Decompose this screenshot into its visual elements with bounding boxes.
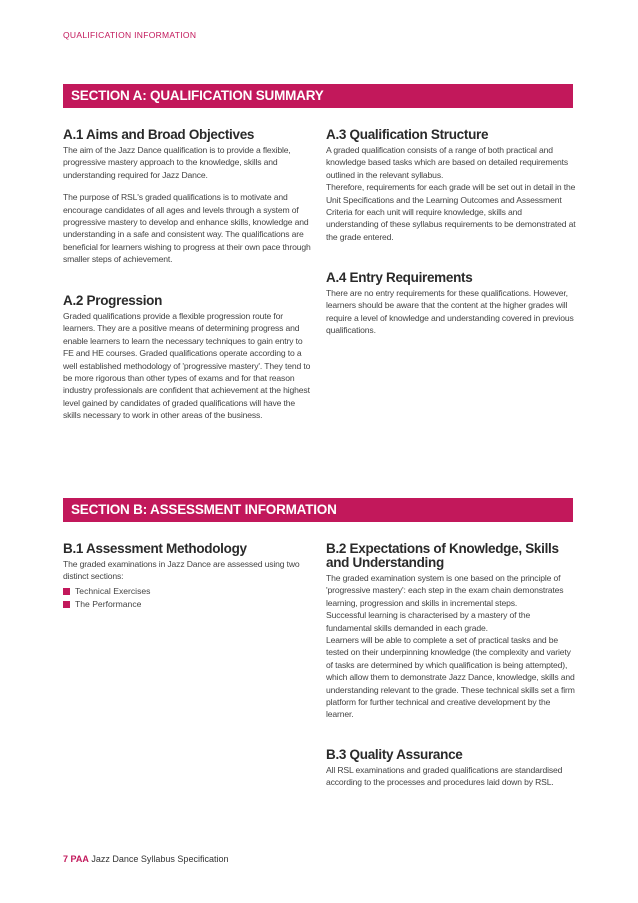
bullet-square-icon bbox=[63, 588, 70, 595]
list-item: Technical Exercises bbox=[63, 585, 313, 598]
section-b-title: SECTION B: ASSESSMENT INFORMATION bbox=[63, 498, 573, 522]
b2-paragraph-2: Successful learning is characterised by a mastery of the fundamental skills demanded in each grade. bbox=[326, 610, 531, 633]
section-a2 bbox=[63, 294, 313, 422]
b2-heading: B.2 Expectations of Knowledge, Skills and Understanding bbox=[326, 541, 559, 570]
list-item: The Performance bbox=[63, 598, 313, 611]
section-a1 bbox=[63, 128, 313, 266]
a2-paragraph-1: Graded qualifications provide a flexible progression route for learners. They are a positive means of determining progress and enable learners to learn the necessary techniques to gain entry to FE and HE courses. Graded qualifications operate according to a well established methodology of 'progressive mastery'. They tend to be more rigorous than other types of exams and for that reason industry professionals are confident that achievement at the highest level gained by candidates of graded qualifications will have the skills necessary to work in other areas of the business. bbox=[63, 311, 311, 421]
b1-paragraph-1: The graded examinations in Jazz Dance are assessed using two distinct sections: bbox=[63, 559, 300, 582]
b3-paragraph-1: All RSL examinations and graded qualifications are standardised according to the processes and procedures laid down by RSL. bbox=[326, 765, 563, 788]
section-a-title: SECTION A: QUALIFICATION SUMMARY bbox=[63, 84, 573, 108]
page-number: 7 bbox=[63, 854, 69, 864]
a4-paragraph-1: There are no entry requirements for these qualifications. However, learners should be aware that the content at the higher grades will require a level of knowledge and understanding covered in previous qualifications. bbox=[326, 288, 574, 336]
a1-paragraph-2: The purpose of RSL's graded qualifications is to motivate and encourage candidates of all ages and levels through a system of progressive mastery to develop and enhance skills, knowledge and understanding in a safe and consistent way. The qualifications are beneficial for learners wishing to progress at their own pace through smaller steps of achievement. bbox=[63, 192, 311, 265]
a3-paragraph-1: A graded qualification consists of a range of both practical and knowledge based tasks which are based on detailed requirements outlined in the relevant syllabus. bbox=[326, 145, 568, 180]
footer-title: Jazz Dance Syllabus Specification bbox=[91, 854, 229, 864]
b1-bullet-list bbox=[63, 585, 313, 611]
a1-heading: A.1 Aims and Broad Objectives bbox=[63, 127, 255, 142]
b3-heading: B.3 Quality Assurance bbox=[326, 747, 463, 762]
running-header: QUALIFICATION INFORMATION bbox=[63, 30, 197, 40]
section-a4 bbox=[326, 271, 576, 337]
page-footer bbox=[63, 854, 228, 864]
brand-logo-text: PAA bbox=[70, 854, 89, 864]
section-b2 bbox=[326, 542, 576, 721]
b2-paragraph-3: Learners will be able to complete a set of practical tasks and be tested on their underpinning knowledge (the complexity and variety of tasks are determined by which qualification is being attempted), which allow them to demonstrate Jazz Dance, knowledge, skills and understanding relevant to the grade. These technical skills set a firm platform for further technical and creative development by the learner. bbox=[326, 635, 575, 720]
a3-paragraph-2: Therefore, requirements for each grade will be set out in detail in the Unit Specifications and the Learning Outcomes and Assessment Criteria for each unit will require knowledge, skills and understanding of these syllabus requirements to be demonstrated at the grade entered. bbox=[326, 182, 576, 242]
bullet-square-icon bbox=[63, 601, 70, 608]
a3-heading: A.3 Qualification Structure bbox=[326, 127, 489, 142]
b1-heading: B.1 Assessment Methodology bbox=[63, 541, 247, 556]
a4-heading: A.4 Entry Requirements bbox=[326, 270, 473, 285]
a2-heading: A.2 Progression bbox=[63, 293, 163, 308]
a1-paragraph-1: The aim of the Jazz Dance qualification is to provide a flexible, progressive mastery approach to the knowledge, skills and understanding required for Jazz Dance. bbox=[63, 145, 291, 180]
b2-paragraph-1: The graded examination system is one based on the principle of 'progressive mastery': each step in the exam chain demonstrates learning, progression and skills in incremental steps. bbox=[326, 573, 564, 608]
section-a3 bbox=[326, 128, 576, 243]
section-b3 bbox=[326, 748, 576, 789]
section-b1 bbox=[63, 542, 313, 611]
